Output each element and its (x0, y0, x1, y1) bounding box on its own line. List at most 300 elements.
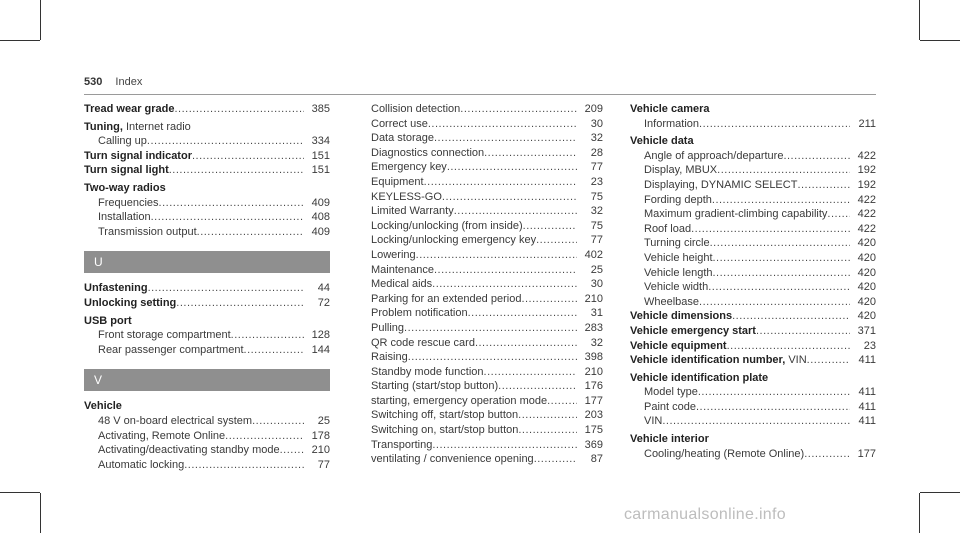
entry-text: Front storage compartment (98, 329, 231, 342)
index-column-1 (84, 102, 330, 472)
leader-dots (713, 251, 851, 266)
page-ref[interactable]: 31 (590, 307, 603, 320)
page-ref[interactable]: 178 (311, 429, 330, 442)
leader-dots (536, 233, 577, 248)
entry-label (84, 163, 169, 178)
index-heading (84, 120, 330, 135)
entry-text: KEYLESS-GO (371, 190, 442, 203)
page-ref[interactable]: 385 (311, 103, 330, 115)
entry-term: Vehicle interior (630, 433, 709, 446)
leader-dots (197, 225, 304, 240)
index-entry[interactable] (357, 102, 603, 117)
entry-label (371, 408, 518, 423)
page-ref[interactable]: 192 (857, 178, 876, 191)
entry-text: Information (644, 117, 700, 130)
page-ref[interactable]: 144 (311, 343, 330, 356)
page-ref[interactable]: 420 (857, 237, 876, 250)
page-ref[interactable]: 420 (857, 251, 876, 264)
index-heading (630, 134, 876, 149)
leader-dots (225, 429, 304, 444)
entry-text: Transmission output (98, 225, 197, 238)
index-entry[interactable] (630, 447, 876, 462)
page-ref[interactable]: 422 (857, 149, 876, 162)
page-ref[interactable]: 422 (857, 193, 876, 206)
page-ref[interactable]: 77 (590, 161, 603, 174)
leader-dots (231, 328, 304, 343)
index-entry[interactable] (630, 207, 876, 222)
entry-label (371, 146, 484, 161)
entry-label (371, 365, 484, 380)
entry-label (371, 336, 475, 351)
leader-dots (547, 394, 577, 409)
entry-text: Lowering (371, 248, 416, 261)
entry-text: Fording depth (644, 193, 712, 206)
entry-term: Unfastening (84, 282, 148, 295)
index-entry[interactable] (357, 306, 603, 321)
entry-label (371, 233, 536, 248)
entry-text: VIN (644, 415, 663, 428)
page-ref[interactable]: 176 (584, 380, 603, 393)
index-entry[interactable] (357, 379, 603, 394)
index-entry[interactable] (84, 163, 330, 178)
page-ref[interactable]: 369 (584, 438, 603, 451)
entry-text: Switching off, start/stop button (371, 409, 519, 422)
leader-dots (442, 190, 577, 205)
page-ref[interactable]: 75 (590, 219, 603, 232)
page-ref[interactable]: 77 (590, 234, 603, 247)
entry-term: Vehicle identification number, (630, 354, 786, 367)
entry-label (644, 400, 696, 415)
page-ref[interactable]: 87 (590, 453, 603, 466)
page-ref[interactable]: 422 (857, 208, 876, 221)
crop-mark (919, 493, 920, 533)
entry-label (98, 343, 244, 358)
index-entry[interactable] (630, 324, 876, 339)
page-ref[interactable]: 151 (311, 149, 330, 162)
entry-term: Vehicle emergency start (630, 324, 756, 337)
page-ref[interactable]: 175 (584, 424, 603, 437)
index-entry[interactable] (357, 175, 603, 190)
crop-mark (40, 0, 41, 40)
entry-text: Installation (98, 211, 151, 224)
entry-label (371, 321, 404, 336)
index-entry[interactable] (357, 277, 603, 292)
leader-dots (696, 400, 850, 415)
index-entry[interactable] (357, 233, 603, 248)
entry-label (630, 103, 710, 115)
entry-label (644, 117, 699, 132)
leader-dots (498, 379, 577, 394)
page-ref[interactable]: 409 (311, 196, 330, 209)
entry-label (98, 225, 197, 240)
letter-heading: V (84, 369, 330, 391)
leader-dots (807, 353, 850, 368)
entry-label (371, 190, 442, 205)
page-ref[interactable]: 177 (584, 394, 603, 407)
entry-label (98, 458, 184, 473)
page-ref[interactable]: 420 (857, 281, 876, 294)
entry-text: Correct use (371, 117, 428, 130)
entry-term: Turn signal indicator (84, 149, 192, 162)
page-ref[interactable]: 75 (590, 190, 603, 203)
page-ref[interactable]: 420 (857, 295, 876, 308)
entry-label (371, 102, 460, 117)
leader-dots (151, 210, 304, 225)
leader-dots (460, 102, 577, 117)
index-entry[interactable] (84, 149, 330, 164)
entry-term: Vehicle data (630, 135, 694, 148)
leader-dots (428, 117, 577, 132)
entry-label (644, 163, 717, 178)
entry-label (84, 102, 175, 117)
entry-term: Turn signal light (84, 164, 169, 177)
entry-text: Wheelbase (644, 295, 700, 308)
page-header (84, 76, 142, 88)
entry-label (630, 309, 732, 324)
page-ref[interactable]: 402 (584, 248, 603, 261)
index-entry[interactable] (630, 193, 876, 208)
page-ref[interactable]: 30 (590, 117, 603, 130)
index-entry[interactable] (357, 146, 603, 161)
entry-label (371, 438, 432, 453)
index-entry[interactable] (630, 178, 876, 193)
page-ref[interactable]: 420 (857, 310, 876, 323)
page-ref[interactable]: 283 (584, 321, 603, 334)
leader-dots (424, 175, 577, 190)
index-entry[interactable] (84, 414, 330, 429)
entry-text: Limited Warranty (371, 205, 454, 218)
entry-text: Display, MBUX (644, 164, 718, 177)
index-entry[interactable] (357, 408, 603, 423)
page-ref[interactable]: 32 (590, 336, 603, 349)
crop-mark (0, 40, 40, 41)
entry-label (84, 315, 132, 327)
leader-dots (727, 339, 850, 354)
entry-term: Two-way radios (84, 181, 166, 194)
entry-text: Rear passenger compartment (98, 343, 244, 356)
entry-term: Vehicle identification plate (630, 371, 769, 384)
index-entry[interactable] (357, 248, 603, 263)
index-heading (630, 371, 876, 386)
page-ref[interactable]: 211 (858, 117, 876, 130)
index-entry[interactable] (84, 343, 330, 358)
index-entry[interactable] (84, 458, 330, 473)
index-entry[interactable] (84, 429, 330, 444)
letter-heading: U (84, 251, 330, 273)
entry-text: Vehicle height (644, 251, 713, 264)
entry-label (630, 372, 768, 384)
entry-text: Standby mode function (371, 365, 484, 378)
entry-text: Activating/deactivating standby mode (98, 444, 280, 457)
page-ref[interactable]: 398 (584, 351, 603, 364)
entry-label (98, 429, 225, 444)
leader-dots (484, 146, 577, 161)
index-entry[interactable] (357, 423, 603, 438)
leader-dots (192, 149, 304, 164)
entry-text: Maintenance (371, 263, 434, 276)
page-ref[interactable]: 72 (317, 296, 330, 309)
index-entry[interactable] (84, 134, 330, 149)
index-entry[interactable] (84, 443, 330, 458)
entry-label (371, 131, 434, 146)
entry-text: QR code rescue card (371, 336, 475, 349)
entry-label (371, 117, 428, 132)
entry-text: Turning circle (644, 237, 710, 250)
entry-text: Vehicle length (644, 266, 713, 279)
entry-label (371, 204, 454, 219)
page-ref[interactable]: 32 (590, 132, 603, 145)
leader-dots (447, 160, 577, 175)
page-ref[interactable]: 77 (317, 458, 330, 471)
entry-label (98, 134, 147, 149)
entry-text: Model type (644, 386, 698, 399)
index-entry[interactable] (630, 149, 876, 164)
index-entry[interactable] (357, 292, 603, 307)
page-ref[interactable]: 420 (857, 266, 876, 279)
page-ref[interactable]: 210 (311, 444, 330, 457)
entry-label (98, 414, 252, 429)
entry-term: Tread wear grade (84, 103, 175, 115)
index-entry[interactable] (357, 350, 603, 365)
page-ref[interactable]: 411 (858, 415, 876, 428)
page-ref[interactable]: 371 (857, 324, 876, 337)
entry-label (84, 281, 148, 296)
page-ref[interactable]: 422 (857, 222, 876, 235)
entry-text: ventilating / convenience opening (371, 453, 534, 466)
index-entry[interactable] (357, 131, 603, 146)
entry-term: Unlocking setting (84, 296, 177, 309)
index-heading (630, 432, 876, 447)
index-entry[interactable] (630, 236, 876, 251)
index-entry[interactable] (630, 309, 876, 324)
entry-term: Tuning, (84, 120, 123, 133)
page-ref[interactable]: 25 (590, 263, 603, 276)
leader-dots (518, 423, 577, 438)
entry-text: Vehicle width (644, 281, 709, 294)
leader-dots (468, 306, 577, 321)
entry-text: Calling up (98, 135, 147, 148)
entry-text: Locking/unlocking (from inside) (371, 219, 523, 232)
index-entry[interactable] (630, 280, 876, 295)
index-heading (84, 181, 330, 196)
index-entry[interactable] (630, 339, 876, 354)
leader-dots (175, 102, 305, 117)
index-entry[interactable] (84, 281, 330, 296)
entry-term: Vehicle camera (630, 103, 710, 115)
page-ref[interactable]: 32 (590, 205, 603, 218)
page-ref[interactable]: 28 (590, 146, 603, 159)
index-entry[interactable] (357, 438, 603, 453)
leader-dots (147, 134, 304, 149)
index-entry[interactable] (357, 336, 603, 351)
entry-text: Displaying, DYNAMIC SELECT (644, 178, 798, 191)
leader-dots (521, 292, 577, 307)
entry-text: Raising (371, 351, 408, 364)
index-entry[interactable] (84, 225, 330, 240)
entry-label (84, 121, 191, 133)
leader-dots (699, 295, 850, 310)
entry-label (644, 447, 804, 462)
page-ref[interactable]: 411 (858, 400, 876, 413)
leader-dots (280, 443, 304, 458)
entry-label (84, 296, 176, 311)
leader-dots (454, 204, 577, 219)
header-divider (84, 94, 876, 95)
page-ref[interactable]: 210 (584, 292, 603, 305)
entry-text: Parking for an extended period (371, 292, 522, 305)
index-column-2 (357, 102, 603, 467)
entry-text: Emergency key (371, 161, 447, 174)
index-entry[interactable] (84, 210, 330, 225)
entry-label (644, 193, 712, 208)
index-heading (630, 102, 876, 117)
leader-dots (698, 385, 850, 400)
entry-text: Activating, Remote Online (98, 429, 226, 442)
leader-dots (434, 131, 577, 146)
page-ref[interactable]: 203 (584, 409, 603, 422)
entry-text: Angle of approach/departure (644, 149, 784, 162)
page-ref[interactable]: 151 (311, 164, 330, 177)
entry-text: 48 V on-board electrical system (98, 414, 253, 427)
page-ref[interactable]: 409 (311, 225, 330, 238)
page-ref[interactable]: 334 (311, 135, 330, 148)
page-ref[interactable]: 23 (863, 339, 876, 352)
page-ref[interactable]: 411 (858, 354, 876, 367)
index-entry[interactable] (357, 190, 603, 205)
index-entry[interactable] (357, 219, 603, 234)
index-entry[interactable] (84, 102, 330, 117)
leader-dots (169, 163, 304, 178)
entry-label (371, 423, 518, 438)
entry-label (371, 292, 521, 307)
page-ref[interactable]: 128 (311, 329, 330, 342)
entry-label (84, 182, 166, 194)
index-entry[interactable] (357, 204, 603, 219)
index-entry[interactable] (630, 251, 876, 266)
entry-label (84, 149, 192, 164)
entry-label (644, 178, 797, 193)
leader-dots (176, 296, 304, 311)
leader-dots (732, 309, 850, 324)
leader-dots (416, 248, 577, 263)
index-entry[interactable] (357, 117, 603, 132)
index-entry[interactable] (84, 296, 330, 311)
entry-label (98, 443, 280, 458)
entry-label (644, 266, 713, 281)
page-ref[interactable]: 23 (590, 175, 603, 188)
index-entry[interactable] (630, 353, 876, 368)
leader-dots (804, 447, 850, 462)
page-ref[interactable]: 408 (311, 211, 330, 224)
page-ref[interactable]: 30 (590, 278, 603, 291)
leader-dots (662, 414, 850, 429)
entry-text: Transporting (371, 438, 433, 451)
entry-text: Locking/unlocking emergency key (371, 234, 537, 247)
leader-dots (699, 117, 850, 132)
entry-text: Frequencies (98, 196, 159, 209)
entry-label (98, 328, 231, 343)
page-ref[interactable]: 411 (858, 386, 876, 399)
entry-label (630, 339, 727, 354)
leader-dots (252, 414, 304, 429)
index-entry[interactable] (84, 196, 330, 211)
leader-dots (710, 236, 850, 251)
leader-dots (432, 277, 577, 292)
leader-dots (432, 438, 577, 453)
index-entry[interactable] (357, 452, 603, 467)
index-entry[interactable] (630, 266, 876, 281)
index-heading (84, 314, 330, 329)
entry-text: Starting (start/stop button) (371, 380, 499, 393)
leader-dots (797, 178, 850, 193)
leader-dots (691, 222, 850, 237)
entry-label (84, 400, 122, 412)
leader-dots (827, 207, 850, 222)
entry-label (644, 385, 698, 400)
page-ref[interactable]: 210 (584, 365, 603, 378)
leader-dots (244, 343, 304, 358)
page-ref[interactable]: 209 (584, 103, 603, 115)
entry-label (644, 295, 699, 310)
index-entry[interactable] (357, 394, 603, 409)
index-entry[interactable] (630, 385, 876, 400)
entry-label (371, 219, 523, 234)
leader-dots (717, 163, 850, 178)
index-entry[interactable] (84, 328, 330, 343)
index-entry[interactable] (630, 117, 876, 132)
entry-label (371, 248, 416, 263)
entry-term: Vehicle dimensions (630, 310, 733, 323)
page-number: 530 (84, 76, 103, 88)
index-entry[interactable] (357, 321, 603, 336)
page-ref[interactable]: 44 (317, 282, 330, 295)
entry-label (630, 433, 709, 445)
entry-text: Roof load (644, 222, 692, 235)
leader-dots (713, 266, 851, 281)
entry-text: Switching on, start/stop button (371, 424, 519, 437)
index-entry[interactable] (630, 400, 876, 415)
entry-term: Vehicle equipment (630, 339, 727, 352)
entry-text: starting, emergency operation mode (371, 394, 548, 407)
leader-dots (159, 196, 304, 211)
index-entry[interactable] (357, 263, 603, 278)
entry-text: Pulling (371, 321, 405, 334)
page-ref[interactable]: 177 (857, 447, 876, 460)
entry-label (371, 175, 424, 190)
watermark: carmanualsonline.info (624, 506, 786, 523)
entry-label (644, 207, 827, 222)
index-entry[interactable] (630, 295, 876, 310)
entry-label (644, 236, 710, 251)
entry-label (644, 149, 783, 164)
entry-label (98, 210, 151, 225)
index-entry[interactable] (630, 163, 876, 178)
entry-label (644, 251, 713, 266)
entry-text: Data storage (371, 132, 434, 145)
entry-text: Cooling/heating (Remote Online) (644, 447, 805, 460)
index-entry[interactable] (357, 365, 603, 380)
index-entry[interactable] (630, 414, 876, 429)
entry-term: USB port (84, 314, 132, 327)
page-ref[interactable]: 192 (857, 164, 876, 177)
leader-dots (783, 149, 850, 164)
leader-dots (404, 321, 577, 336)
index-entry[interactable] (630, 222, 876, 237)
entry-text: Equipment (371, 175, 424, 188)
leader-dots (708, 280, 850, 295)
page-ref[interactable]: 25 (317, 414, 330, 427)
index-entry[interactable] (357, 160, 603, 175)
